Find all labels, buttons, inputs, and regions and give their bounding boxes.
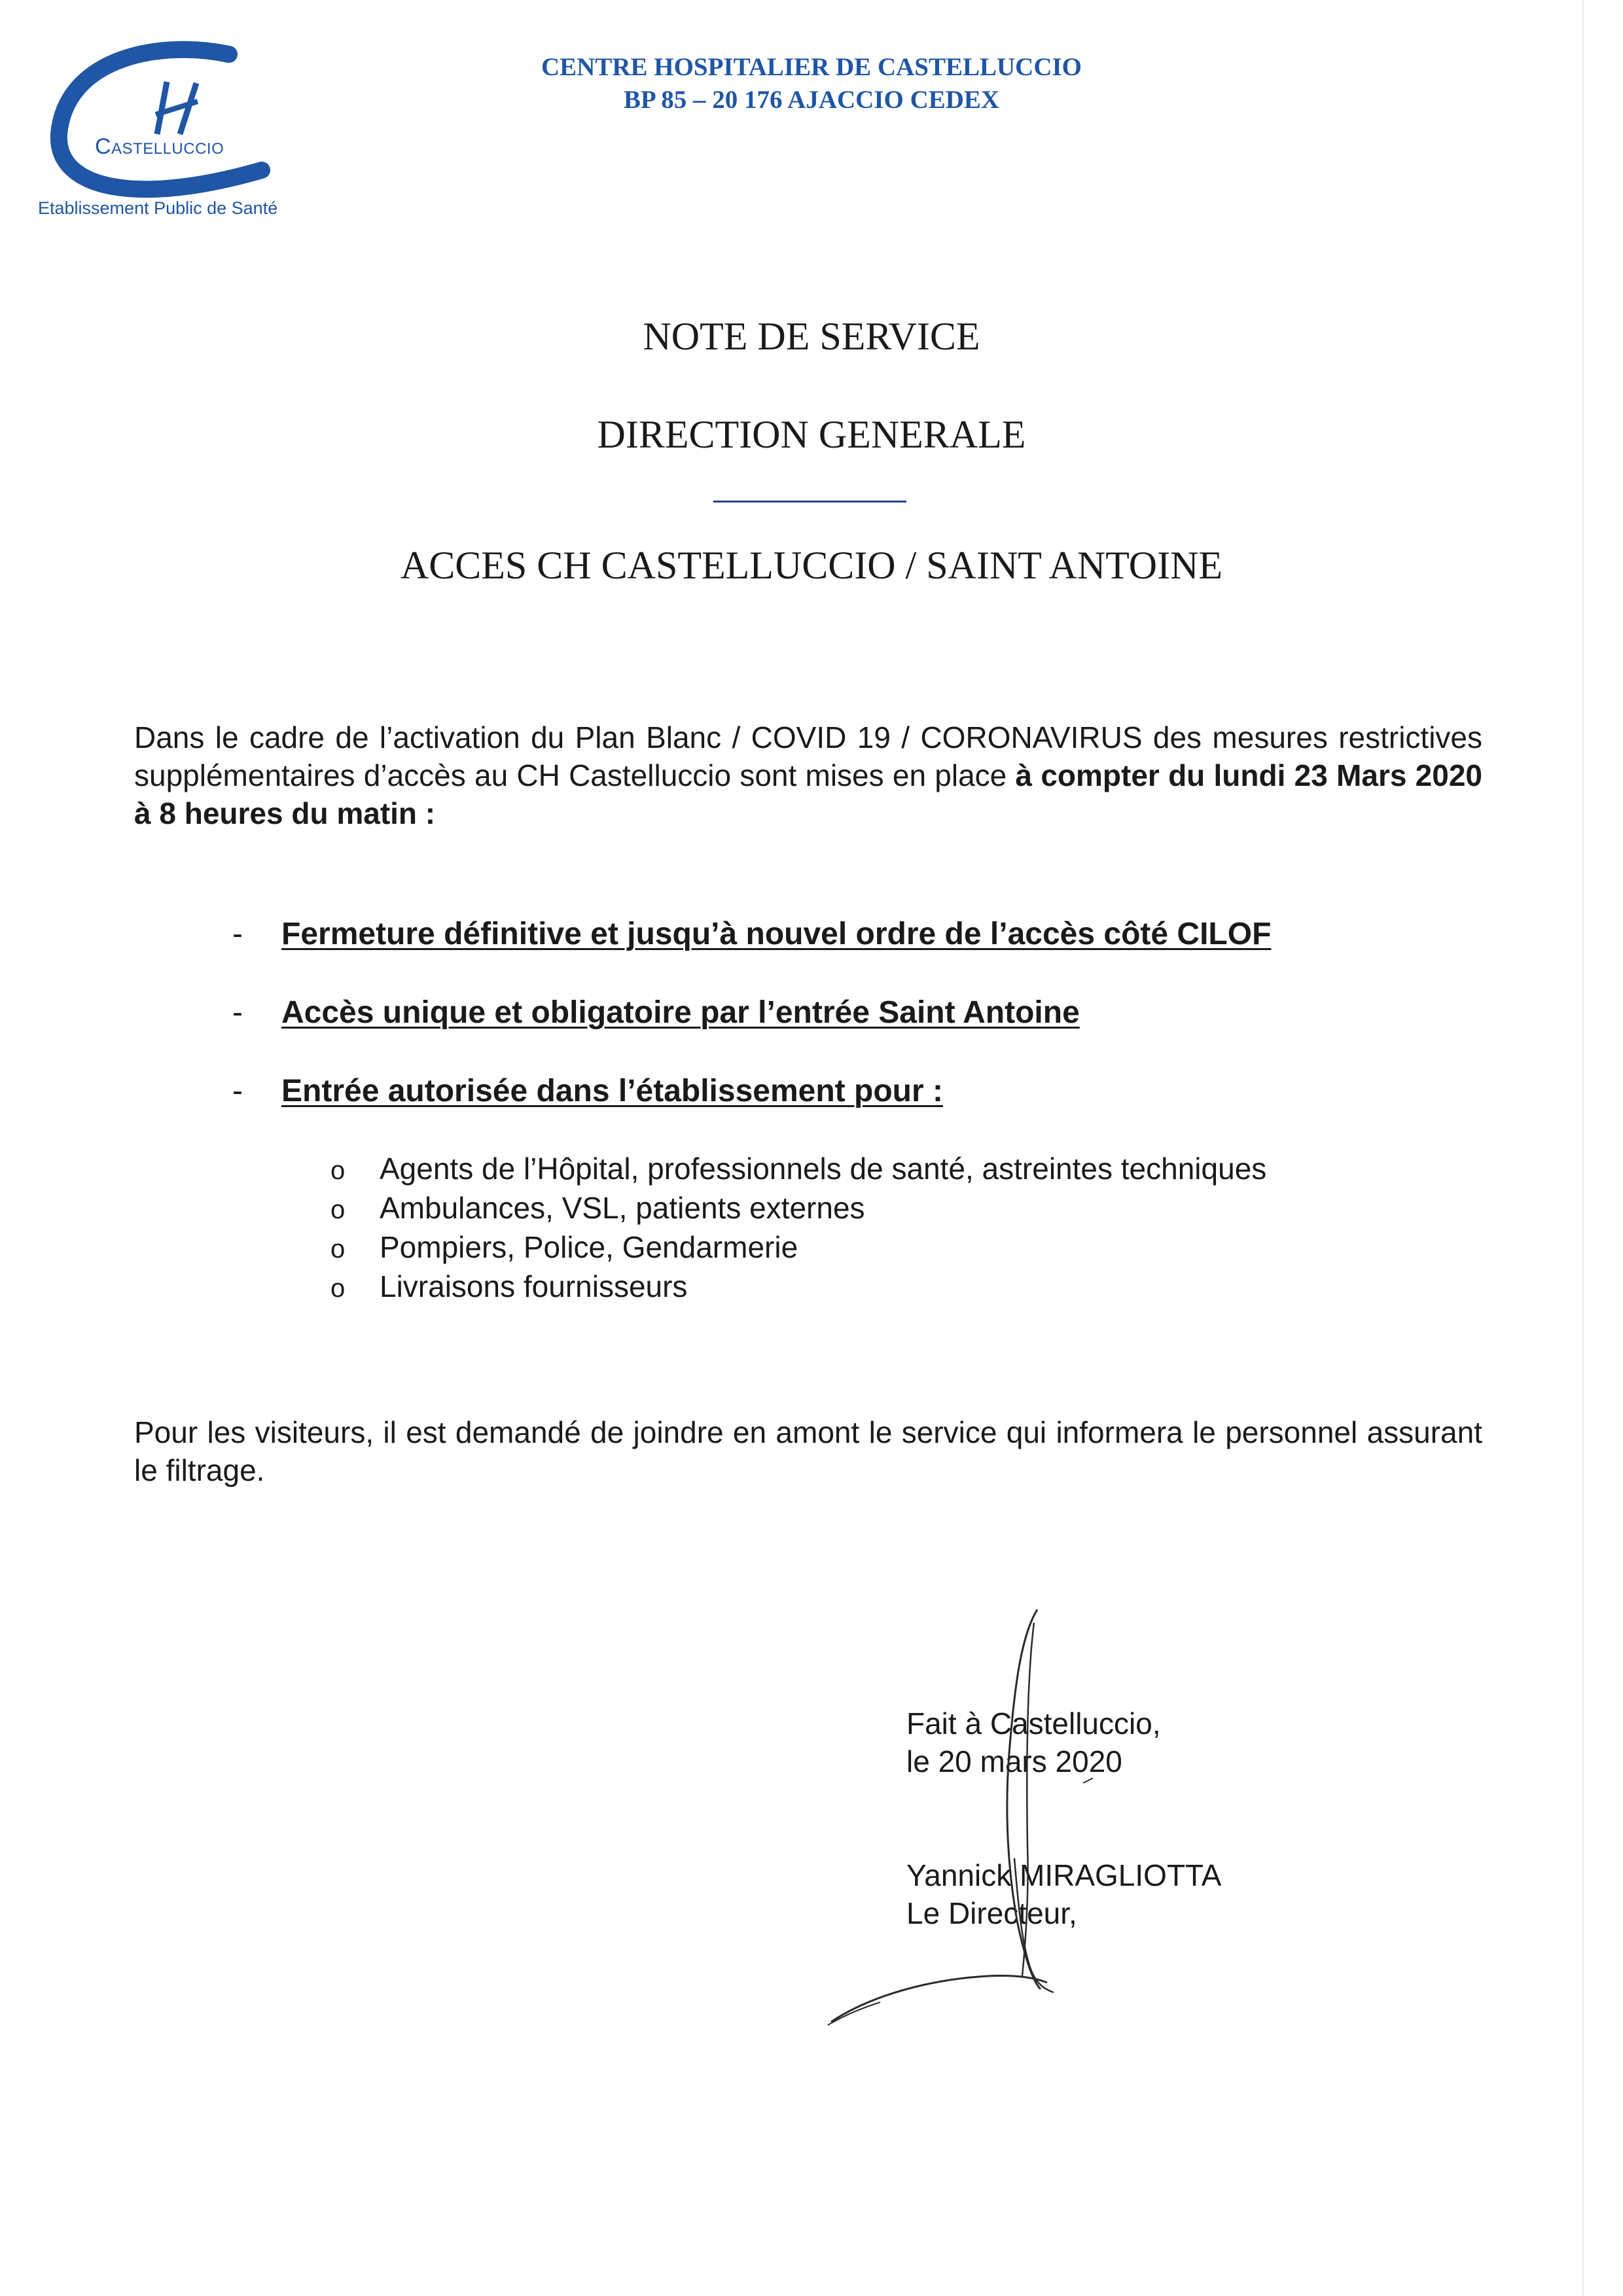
sub-list-item-text: Ambulances, VSL, patients externes — [380, 1191, 865, 1225]
list-item — [232, 916, 1271, 952]
sub-list-item-text: Livraisons fournisseurs — [380, 1269, 688, 1303]
list-item — [232, 1073, 943, 1109]
hospital-logo — [38, 36, 321, 232]
signatory-role: Le Directeur, — [906, 1896, 1077, 1930]
title-divider — [713, 501, 906, 503]
list-item — [232, 995, 1080, 1031]
dash-bullet: - — [232, 917, 243, 951]
note-title: NOTE DE SERVICE — [643, 315, 980, 358]
sub-list-item — [330, 1190, 1266, 1229]
logo-tagline: Etablissement Public de Santé — [38, 198, 278, 218]
list-item-text: Entrée autorisée dans l’établissement pour : — [281, 1074, 943, 1108]
sub-list-item — [330, 1150, 1266, 1190]
direction-title: DIRECTION GENERALE — [597, 413, 1026, 456]
hospital-po-box: BP 85 – 20 176 AJACCIO CEDEX — [623, 86, 1000, 114]
signature-place: Fait à Castelluccio, — [906, 1706, 1161, 1740]
sub-list-item-text: Agents de l’Hôpital, professionnels de santé, astreintes techniques — [380, 1152, 1267, 1186]
handwritten-signature — [818, 1597, 1093, 2028]
intro-paragraph — [134, 718, 1482, 832]
circle-bullet-icon: o — [330, 1274, 346, 1303]
hospital-address — [484, 51, 1139, 116]
intro-text: Dans le cadre de l’activation du Plan Blanc / COVID 19 / CORONAVIRUS des mesures restrictives supplémentaires d’accès au CH Castelluccio sont mises en place — [134, 720, 1482, 792]
authorized-entries-list — [330, 1150, 1266, 1307]
signature-date: le 20 mars 2020 — [906, 1744, 1122, 1778]
hospital-name: CENTRE HOSPITALIER DE CASTELLUCCIO — [541, 53, 1082, 81]
circle-bullet-icon: o — [330, 1235, 346, 1263]
sub-list-item — [330, 1268, 1266, 1307]
list-item-text: Accès unique et obligatoire par l’entrée Saint Antoine — [281, 995, 1080, 1030]
dash-bullet: - — [232, 1074, 243, 1108]
circle-bullet-icon: o — [330, 1195, 346, 1224]
logo-name: Castelluccio — [95, 134, 224, 159]
intro-bold-date: à compter du lundi 23 Mars 2020 à 8 heures du matin : — [134, 758, 1483, 830]
circle-bullet-icon: o — [330, 1156, 346, 1185]
sub-list-item — [330, 1229, 1266, 1268]
subject-title: ACCES CH CASTELLUCCIO / SAINT ANTOINE — [400, 544, 1223, 587]
list-item-text: Fermeture définitive et jusqu’à nouvel ordre de l’accès côté CILOF — [281, 917, 1272, 951]
sub-list-item-text: Pompiers, Police, Gendarmerie — [380, 1230, 798, 1264]
closing-paragraph: Pour les visiteurs, il est demandé de joindre en amont le service qui informera le personnel assurant le filtrage. — [134, 1415, 1482, 1487]
signatory-name: Yannick MIRAGLIOTTA — [906, 1858, 1222, 1892]
dash-bullet: - — [232, 995, 243, 1030]
